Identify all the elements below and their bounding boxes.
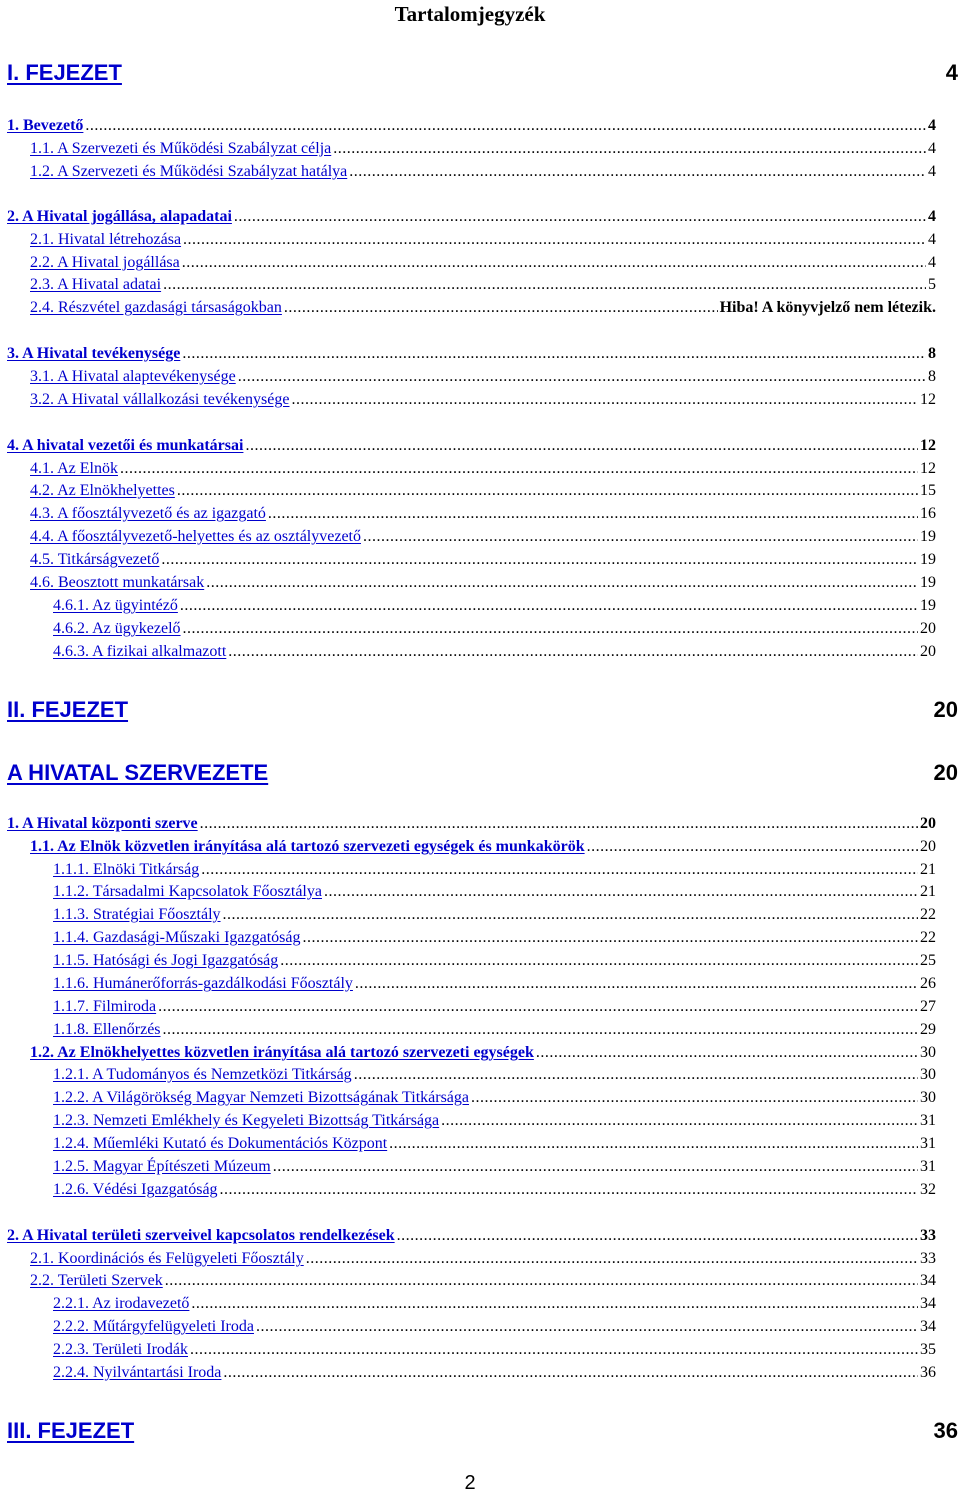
toc-entry[interactable]: 4.2. Az Elnökhelyettes ..... 15 — [30, 481, 936, 501]
toc-link[interactable]: 2.1. Koordinációs és Felügyeleti Főosztály — [30, 1250, 304, 1267]
toc-link[interactable]: 3. A Hivatal tevékenysége — [7, 345, 181, 362]
chapter-link[interactable]: I. FEJEZET — [7, 60, 122, 85]
toc-entry[interactable]: 4.5. Titkárságvezető ..... 19 — [30, 550, 936, 570]
toc-link[interactable]: 2.2.2. Műtárgyfelügyeleti Iroda — [53, 1318, 254, 1335]
toc-entry[interactable] — [30, 298, 936, 318]
chapter-heading — [7, 760, 958, 786]
page-number: 2 — [464, 1472, 476, 1494]
toc-entry[interactable]: 1.2.2. A Világörökség Magyar Nemzeti Bizottságának Titkársága ..... 30 — [53, 1088, 936, 1108]
toc-entry[interactable]: 1.1.4. Gazdasági-Műszaki Igazgatóság ..... 22 — [53, 928, 936, 948]
toc-entry[interactable]: 4.6.3. A fizikai alkalmazott ..... 20 — [53, 642, 936, 662]
chapter-page: 4 — [945, 60, 958, 85]
toc-link[interactable]: 2.2.3. Területi Irodák — [53, 1341, 188, 1358]
toc-link[interactable]: 4.1. Az Elnök — [30, 460, 118, 477]
toc-link[interactable]: 4.5. Titkárságvezető — [30, 551, 160, 568]
toc-link[interactable]: 1.1.5. Hatósági és Jogi Igazgatóság — [53, 952, 279, 969]
chapter-link[interactable]: A HIVATAL SZERVEZETE — [7, 760, 269, 785]
toc-entry[interactable]: 2. A Hivatal jogállása, alapadatai ..... 4 — [7, 207, 936, 227]
toc-entry[interactable]: 1.1. Az Elnök közvetlen irányítása alá tartozó szervezeti egységek és munkakörök ..... 20 — [30, 837, 936, 857]
toc-link[interactable]: 1.2.2. A Világörökség Magyar Nemzeti Bizottságának Titkársága — [53, 1089, 470, 1106]
toc-link[interactable]: 1.1.2. Társadalmi Kapcsolatok Főosztálya — [53, 883, 322, 900]
bookmark-error: Hiba! A könyvjelző nem létezik. — [719, 299, 936, 316]
toc-entry[interactable]: 4.1. Az Elnök ..... 12 — [30, 459, 936, 479]
chapter-page: 20 — [933, 697, 958, 722]
toc-entry[interactable]: 3. A Hivatal tevékenysége ..... 8 — [7, 344, 936, 364]
toc-link[interactable]: 1.2.1. A Tudományos és Nemzetközi Titkárság — [53, 1066, 352, 1083]
toc-entry[interactable]: 2.2.4. Nyilvántartási Iroda ..... 36 — [53, 1363, 936, 1383]
toc-entry[interactable]: 1.1. A Szervezeti és Működési Szabályzat célja ..... 4 — [30, 139, 936, 159]
toc-link[interactable]: 1.2. A Szervezeti és Működési Szabályzat hatálya — [30, 163, 348, 180]
toc-entry[interactable]: 4.4. A főosztályvezető-helyettes és az osztályvezető ..... 19 — [30, 527, 936, 547]
toc-entry[interactable]: 2.2. A Hivatal jogállása ..... 4 — [30, 253, 936, 273]
chapter-page: 36 — [933, 1418, 958, 1443]
toc-entry[interactable]: 4.6.2. Az ügykezelő ..... 20 — [53, 619, 936, 639]
toc-link[interactable]: 1.2.4. Műemléki Kutató és Dokumentációs Központ — [53, 1135, 388, 1152]
toc-link[interactable]: 1.2.5. Magyar Építészeti Múzeum — [53, 1158, 271, 1175]
toc-entry[interactable]: 1.1.7. Filmiroda ..... 27 — [53, 997, 936, 1017]
toc-entry[interactable]: 1.2.1. A Tudományos és Nemzetközi Titkárság ..... 30 — [53, 1065, 936, 1085]
toc-entry[interactable]: 1.2.5. Magyar Építészeti Múzeum ..... 31 — [53, 1157, 936, 1177]
toc-link[interactable]: 1.1.7. Filmiroda — [53, 998, 157, 1015]
toc-link[interactable]: 4.2. Az Elnökhelyettes — [30, 482, 175, 499]
toc-link[interactable]: 1.1.6. Humánerőforrás-gazdálkodási Főosztály — [53, 975, 353, 992]
toc-entry[interactable]: 2.2.1. Az irodavezető ..... 34 — [53, 1294, 936, 1314]
toc-link[interactable]: 1.2. Az Elnökhelyettes közvetlen irányítása alá tartozó szervezeti egységek — [30, 1044, 534, 1061]
toc-entry[interactable]: 4. A hivatal vezetői és munkatársai ..... 12 — [7, 436, 936, 456]
toc-link[interactable]: 2.4. Részvétel gazdasági társaságokban — [30, 299, 282, 316]
toc-entry[interactable]: 2.2. Területi Szervek ..... 34 — [30, 1271, 936, 1291]
toc-link[interactable]: 4. A hivatal vezetői és munkatársai — [7, 437, 244, 454]
toc-link[interactable]: 4.6. Beosztott munkatársak — [30, 574, 205, 591]
chapter-link[interactable]: II. FEJEZET — [7, 697, 129, 722]
toc-entry[interactable]: 2.2.2. Műtárgyfelügyeleti Iroda ..... 34 — [53, 1317, 936, 1337]
toc-link[interactable]: 4.6.3. A fizikai alkalmazott — [53, 643, 227, 660]
chapter-heading — [7, 1418, 958, 1444]
toc-link[interactable]: 1.1. Az Elnök közvetlen irányítása alá tartozó szervezeti egységek és munkakörök — [30, 838, 585, 855]
toc-link[interactable]: 3.2. A Hivatal vállalkozási tevékenysége — [30, 391, 290, 408]
toc-entry[interactable]: 1.2. Az Elnökhelyettes közvetlen irányítása alá tartozó szervezeti egységek ..... 30 — [30, 1043, 936, 1063]
toc-entry[interactable]: 4.6.1. Az ügyintéző ..... 19 — [53, 596, 936, 616]
toc-link[interactable]: 1.1.4. Gazdasági-Műszaki Igazgatóság — [53, 929, 301, 946]
toc-link[interactable]: 4.6.1. Az ügyintéző — [53, 597, 178, 614]
toc-entry[interactable]: 4.3. A főosztályvezető és az igazgató ..... 16 — [30, 504, 936, 524]
chapter-heading — [7, 60, 958, 86]
toc-link[interactable]: 2. A Hivatal jogállása, alapadatai — [7, 208, 232, 225]
toc-link[interactable]: 4.6.2. Az ügykezelő — [53, 620, 181, 637]
toc-entry[interactable]: 3.1. A Hivatal alaptevékenysége ..... 8 — [30, 367, 936, 387]
toc-entry[interactable]: 1. A Hivatal központi szerve ..... 20 — [7, 814, 936, 834]
toc-link[interactable]: 1.1.3. Stratégiai Főosztály — [53, 906, 221, 923]
toc-link[interactable]: 1.2.6. Védési Igazgatóság — [53, 1181, 218, 1198]
chapter-link[interactable]: III. FEJEZET — [7, 1418, 135, 1443]
toc-entry[interactable]: 1.1.5. Hatósági és Jogi Igazgatóság ..... 25 — [53, 951, 936, 971]
toc-link[interactable]: 1.2.3. Nemzeti Emlékhely és Kegyeleti Bizottság Titkársága — [53, 1112, 440, 1129]
toc-entry[interactable]: 1.1.6. Humánerőforrás-gazdálkodási Főosztály ..... 26 — [53, 974, 936, 994]
toc-entry[interactable]: 1.1.1. Elnöki Titkárság ..... 21 — [53, 860, 936, 880]
toc-link[interactable]: 2.2. Területi Szervek — [30, 1272, 163, 1289]
toc-entry[interactable]: 1. Bevezető ..... 4 — [7, 116, 936, 136]
toc-entry[interactable]: 1.2.4. Műemléki Kutató és Dokumentációs Központ ..... 31 — [53, 1134, 936, 1154]
toc-entry[interactable]: 3.2. A Hivatal vállalkozási tevékenysége ..... 12 — [30, 390, 936, 410]
toc-link[interactable]: 2.2.4. Nyilvántartási Iroda — [53, 1364, 222, 1381]
toc-entry[interactable]: 1.2. A Szervezeti és Működési Szabályzat hatálya ..... 4 — [30, 162, 936, 182]
toc-entry[interactable]: 4.6. Beosztott munkatársak ..... 19 — [30, 573, 936, 593]
toc-entry[interactable]: 2.1. Hivatal létrehozása ..... 4 — [30, 230, 936, 250]
toc-link[interactable]: 1.1.1. Elnöki Titkárság — [53, 861, 200, 878]
toc-link[interactable]: 1.1. A Szervezeti és Működési Szabályzat célja — [30, 140, 332, 157]
toc-link[interactable]: 4.4. A főosztályvezető-helyettes és az osztályvezető — [30, 528, 361, 545]
toc-link[interactable]: 2.2. A Hivatal jogállása — [30, 254, 180, 271]
toc-link[interactable]: 2.3. A Hivatal adatai — [30, 276, 162, 293]
page-title: Tartalomjegyzék — [394, 2, 546, 26]
toc-entry[interactable]: 1.1.8. Ellenőrzés ..... 29 — [53, 1020, 936, 1040]
toc-entry[interactable]: 2.1. Koordinációs és Felügyeleti Főosztály ..... 33 — [30, 1249, 936, 1269]
toc-link[interactable]: 1. A Hivatal központi szerve — [7, 815, 198, 832]
toc-link[interactable]: 2. A Hivatal területi szerveivel kapcsolatos rendelkezések — [7, 1227, 395, 1244]
toc-entry[interactable]: 1.2.6. Védési Igazgatóság ..... 32 — [53, 1180, 936, 1200]
toc-entry[interactable]: 1.1.3. Stratégiai Főosztály ..... 22 — [53, 905, 936, 925]
chapter-page: 20 — [933, 760, 958, 785]
toc-entry[interactable]: 1.2.3. Nemzeti Emlékhely és Kegyeleti Bizottság Titkársága ..... 31 — [53, 1111, 936, 1131]
toc-entry[interactable]: 2.3. A Hivatal adatai ..... 5 — [30, 275, 936, 295]
toc-link[interactable]: 4.3. A főosztályvezető és az igazgató — [30, 505, 266, 522]
toc-link[interactable]: 3.1. A Hivatal alaptevékenysége — [30, 368, 236, 385]
toc-entry[interactable]: 2.2.3. Területi Irodák ..... 35 — [53, 1340, 936, 1360]
toc-link[interactable]: 1.1.8. Ellenőrzés — [53, 1021, 161, 1038]
chapter-heading — [7, 697, 958, 723]
toc-link[interactable]: 2.1. Hivatal létrehozása — [30, 231, 182, 248]
toc-entry[interactable]: 1.1.2. Társadalmi Kapcsolatok Főosztálya ..... 21 — [53, 882, 936, 902]
toc-link[interactable]: 1. Bevezető — [7, 117, 84, 134]
toc-link[interactable]: 2.2.1. Az irodavezető — [53, 1295, 190, 1312]
toc-entry[interactable]: 2. A Hivatal területi szerveivel kapcsolatos rendelkezések ..... 33 — [7, 1226, 936, 1246]
